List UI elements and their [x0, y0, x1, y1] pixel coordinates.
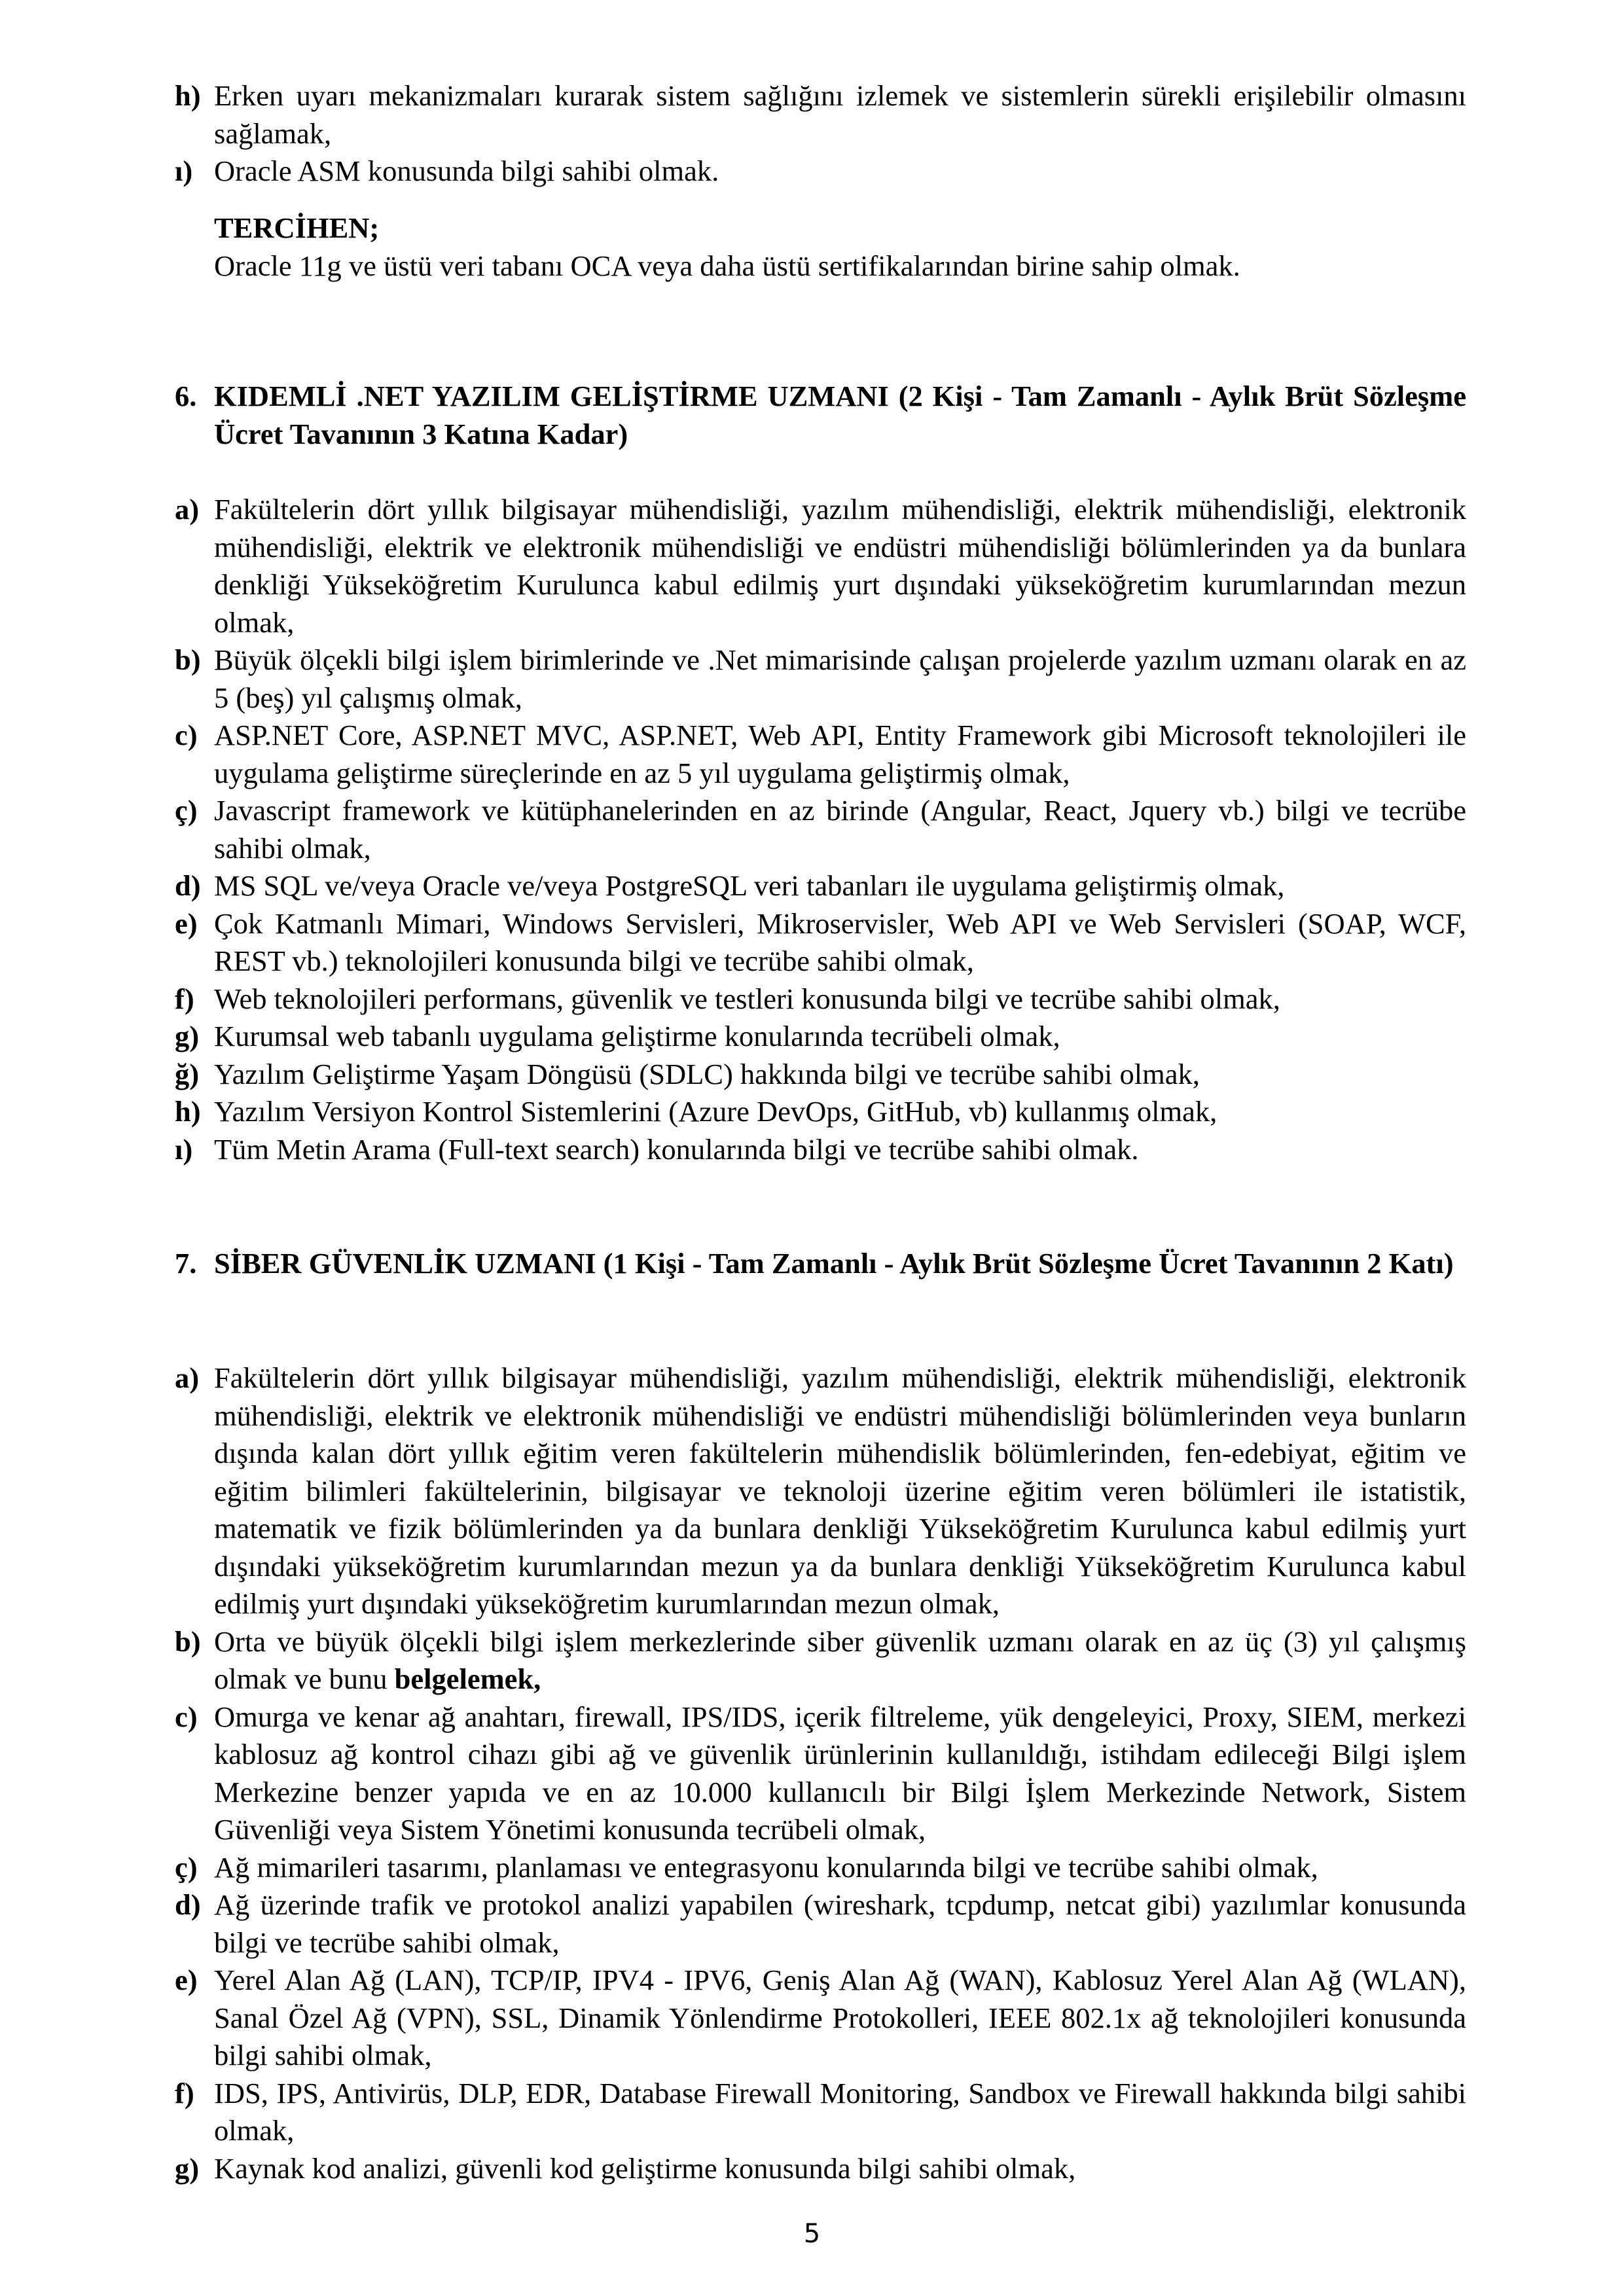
list-item: [175, 152, 1466, 190]
item-text: Fakültelerin dört yıllık bilgisayar mühendisliği, yazılım mühendisliği, elektrik mühendisliği, elektronik mühendisliği, elektrik ve elektronik mühendisliği ve endüstri mühendisliği bölümlerinden veya bunların dışında kalan dört yıllık eğitim veren fakültelerin mühendislik bölümlerinden, fen-edebiyat, eğitim ve eğitim bilimleri fakültelerinin, bilgisayar ve teknoloji üzerine eğitim veren bölümleri ile istatistik, matematik ve fizik bölümlerinden ya da bunlara denkliği Yükseköğretim Kurulunca kabul edilmiş yurt dışındaki yükseköğretim kurumlarından mezun ya da bunlara denkliği Yükseköğretim Kurulunca kabul edilmiş yurt dışındaki yükseköğretim kurumlarından mezun olmak,: [214, 1361, 1466, 1620]
section-7-heading: [175, 1245, 1466, 1283]
list-item: [175, 2150, 1466, 2188]
section-6-heading: [175, 378, 1466, 453]
item-label: e): [175, 1964, 198, 1996]
previous-section-tail: [175, 77, 1466, 190]
item-text: Fakültelerin dört yıllık bilgisayar mühendisliği, yazılım mühendisliği, elektrik mühendisliği, elektronik mühendisliği, elektrik ve elektronik mühendisliği ve endüstri mühendisliği bölümlerinden ya da bunlara denkliği Yükseköğretim Kurulunca kabul edilmiş yurt dışındaki yükseköğretim kurumlarından mezun olmak,: [214, 493, 1466, 639]
list-item: [175, 867, 1466, 905]
item-text: Büyük ölçekli bilgi işlem birimlerinde ve .Net mimarisinde çalışan projelerde yazılım uzmanı olarak en az 5 (beş) yıl çalışmış olmak,: [214, 643, 1466, 714]
item-label: ı): [175, 1132, 193, 1166]
item-text-emphasis: belgelemek,: [394, 1662, 541, 1695]
list-item: [175, 905, 1466, 980]
page-number: 5: [803, 2219, 821, 2249]
list-item: [175, 1131, 1466, 1169]
preferred-qualification: [175, 209, 1466, 285]
item-text: Çok Katmanlı Mimari, Windows Servisleri, Mikroservisler, Web API ve Web Servisleri (SOAP, WCF, REST vb.) teknolojileri konusunda bilgi ve tecrübe sahibi olmak,: [214, 906, 1466, 977]
item-label: ı): [175, 154, 193, 187]
item-text: Tüm Metin Arama (Full-text search) konularında bilgi ve tecrübe sahibi olmak.: [214, 1132, 1139, 1166]
item-label: h): [175, 1095, 201, 1128]
preferred-text: Oracle 11g ve üstü veri tabanı OCA veya daha üstü sertifikalarından birine sahip olmak.: [214, 249, 1240, 282]
item-label: b): [175, 1624, 201, 1658]
item-label: d): [175, 1888, 201, 1921]
item-text: Yazılım Versiyon Kontrol Sistemlerini (Azure DevOps, GitHub, vb) kullanmış olmak,: [214, 1095, 1218, 1128]
item-text: Ağ mimarileri tasarımı, planlaması ve entegrasyonu konularında bilgi ve tecrübe sahibi olmak,: [214, 1850, 1318, 1884]
item-label: f): [175, 2076, 194, 2109]
section-number: 7.: [175, 1247, 197, 1280]
item-label: f): [175, 982, 194, 1015]
item-text: Ağ üzerinde trafik ve protokol analizi yapabilen (wireshark, tcpdump, netcat gibi) yazılımlar konusunda bilgi ve tecrübe sahibi olmak,: [214, 1888, 1466, 1959]
section-6-requirements: [175, 491, 1466, 1168]
item-label: d): [175, 869, 201, 902]
list-item: [175, 1698, 1466, 1849]
item-text: Yerel Alan Ağ (LAN), TCP/IP, IPV4 - IPV6, Geniş Alan Ağ (WAN), Kablosuz Yerel Alan Ağ (WLAN), Sanal Özel Ağ (VPN), SSL, Dinamik Yönlendirme Protokolleri, IEEE 802.1x ağ teknolojileri konusunda bilgi sahibi olmak,: [214, 1964, 1466, 2072]
item-text: Yazılım Geliştirme Yaşam Döngüsü (SDLC) hakkında bilgi ve tecrübe sahibi olmak,: [214, 1057, 1200, 1090]
item-label: c): [175, 719, 198, 751]
section-number: 6.: [175, 380, 197, 412]
section-title: KIDEMLİ .NET YAZILIM GELİŞTİRME UZMANI (2 Kişi - Tam Zamanlı - Aylık Brüt Sözleşme Ücret Tavanının 3 Katına Kadar): [214, 380, 1466, 450]
list-item: [175, 491, 1466, 641]
item-text: Oracle ASM konusunda bilgi sahibi olmak.: [214, 154, 719, 187]
list-item: [175, 1849, 1466, 1887]
list-item: [175, 77, 1466, 152]
item-label: a): [175, 1361, 200, 1394]
item-text: Kurumsal web tabanlı uygulama geliştirme konularında tecrübeli olmak,: [214, 1020, 1060, 1052]
list-item: [175, 1962, 1466, 2075]
item-label: a): [175, 493, 200, 526]
item-label: ç): [175, 794, 198, 827]
item-label: b): [175, 643, 201, 676]
item-label: ç): [175, 1850, 198, 1884]
list-item: [175, 1886, 1466, 1962]
list-item: [175, 2075, 1466, 2150]
item-text: [214, 1623, 1466, 1698]
item-text: Erken uyarı mekanizmaları kurarak sistem sağlığını izlemek ve sistemlerin sürekli erişilebilir olmasını sağlamak,: [214, 79, 1466, 150]
item-label: g): [175, 2151, 200, 2185]
list-item: [175, 1056, 1466, 1094]
item-text: Omurga ve kenar ağ anahtarı, firewall, IPS/IDS, içerik filtreleme, yük dengeleyici, Proxy, SIEM, merkezi kablosuz ağ kontrol cihazı gibi ağ ve güvenlik ürünlerinin kullanıldığı, istihdam edileceği Bilgi işlem Merkezine benzer yapıda ve en az 10.000 kullanıcılı bir Bilgi İşlem Merkezinde Network, Sistem Güvenliği veya Sistem Yönetimi konusunda tecrübeli olmak,: [214, 1700, 1466, 1846]
item-label: c): [175, 1700, 198, 1733]
list-item: [175, 717, 1466, 792]
list-item: [175, 1093, 1466, 1131]
item-text: Web teknolojileri performans, güvenlik ve testleri konusunda bilgi ve tecrübe sahibi olmak,: [214, 982, 1280, 1015]
section-title: SİBER GÜVENLİK UZMANI (1 Kişi - Tam Zamanlı - Aylık Brüt Sözleşme Ücret Tavanının 2 Katı): [214, 1247, 1454, 1280]
item-text: MS SQL ve/veya Oracle ve/veya PostgreSQL veri tabanları ile uygulama geliştirmiş olmak,: [214, 869, 1285, 902]
item-text: Javascript framework ve kütüphanelerinden en az birinde (Angular, React, Jquery vb.) bilgi ve tecrübe sahibi olmak,: [214, 794, 1466, 865]
item-text: ASP.NET Core, ASP.NET MVC, ASP.NET, Web API, Entity Framework gibi Microsoft teknolojileri ile uygulama geliştirme süreçlerinde en az 5 yıl uygulama geliştirmiş olmak,: [214, 719, 1466, 789]
list-item: [175, 792, 1466, 867]
item-label: ğ): [175, 1057, 200, 1090]
item-text: IDS, IPS, Antivirüs, DLP, EDR, Database Firewall Monitoring, Sandbox ve Firewall hakkında bilgi sahibi olmak,: [214, 2076, 1466, 2147]
item-label: e): [175, 906, 198, 940]
list-item: [175, 1623, 1466, 1698]
item-label: h): [175, 79, 201, 112]
section-7-requirements: [175, 1359, 1466, 2187]
list-item: [175, 980, 1466, 1018]
list-item: [175, 641, 1466, 717]
list-item: [175, 1359, 1466, 1623]
preferred-title: TERCİHEN;: [214, 211, 380, 244]
list-item: [175, 1018, 1466, 1056]
item-text-regular: Orta ve büyük ölçekli bilgi işlem merkezlerinde siber güvenlik uzmanı olarak en az üç (3) yıl çalışmış olmak ve bunu: [214, 1624, 1466, 1695]
item-text: Kaynak kod analizi, güvenli kod geliştirme konusunda bilgi sahibi olmak,: [214, 2151, 1076, 2185]
item-label: g): [175, 1020, 200, 1052]
